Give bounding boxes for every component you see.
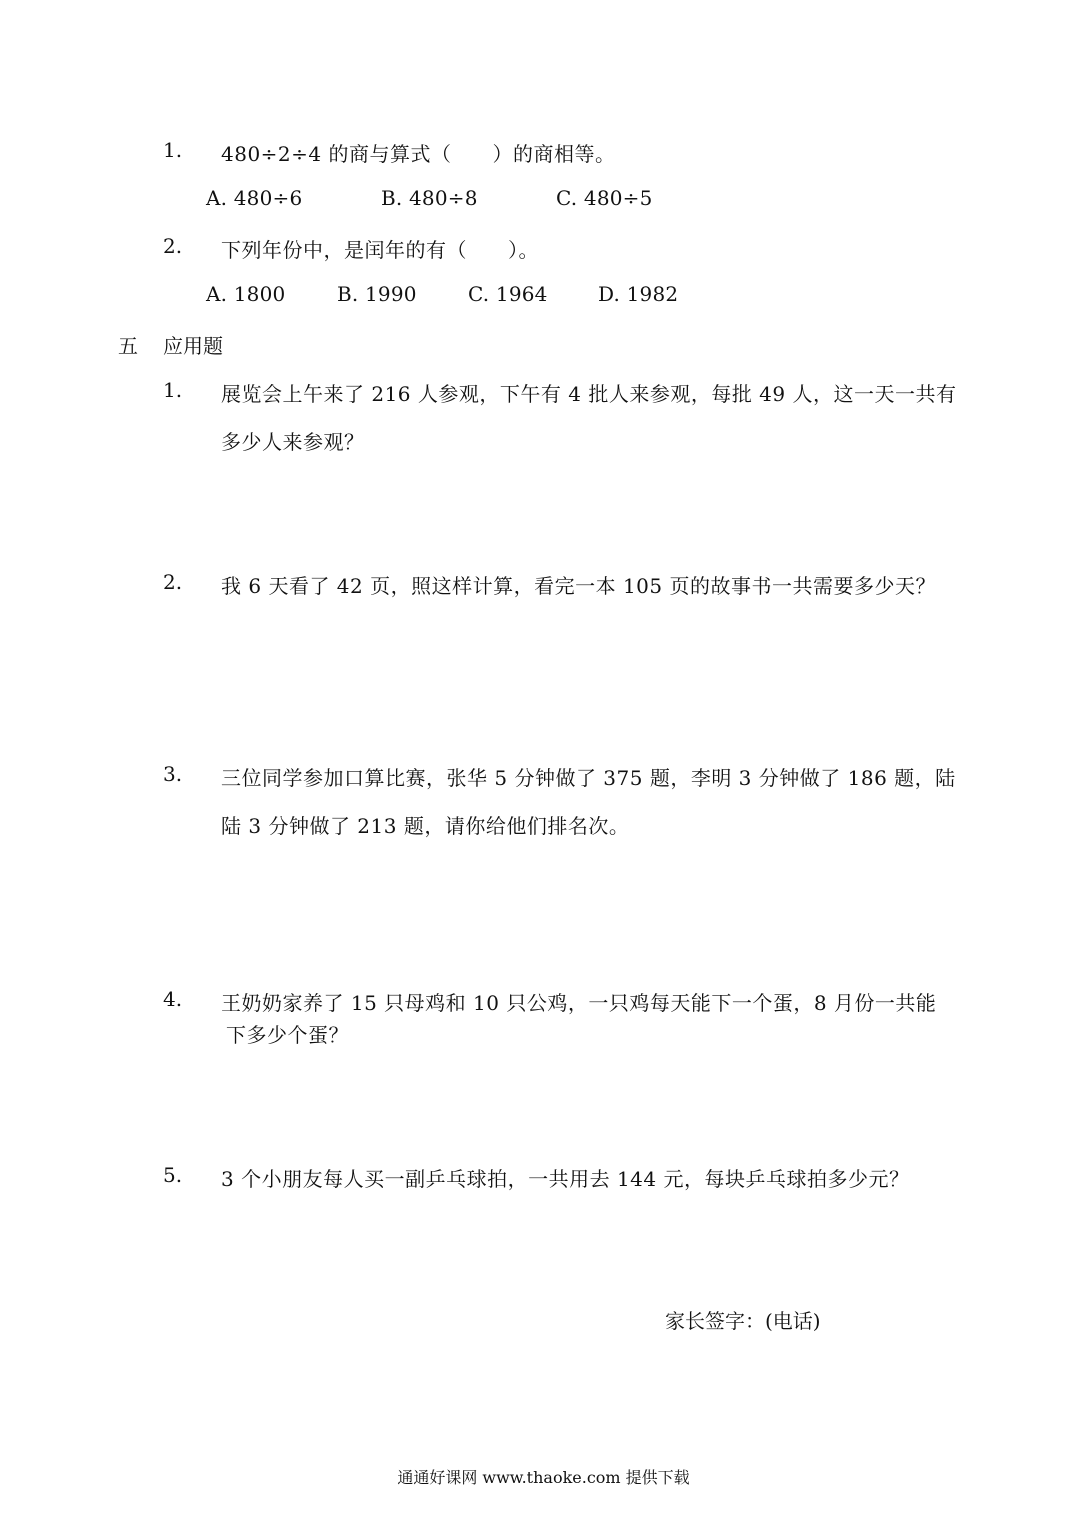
question-text-continued: 下多少个蛋？	[226, 1023, 349, 1047]
question-text: 我 6 天看了 42 页，照这样计算，看完一本 105 页的故事书一共需要多少天？	[221, 574, 936, 598]
option-a: A. 1800	[206, 282, 286, 306]
question-number: 4.	[163, 987, 183, 1011]
question-text: 展览会上午来了 216 人参观，下午有 4 批人来参观，每批 49 人，这一天一共有	[221, 382, 957, 406]
option-c: C. 1964	[468, 282, 548, 306]
option-b: B. 1990	[337, 282, 417, 306]
question-number: 5.	[163, 1163, 183, 1187]
question-number: 2.	[163, 570, 183, 594]
option-c: C. 480÷5	[556, 186, 653, 210]
question-text: 480÷2÷4 的商与算式（ ）的商相等。	[221, 142, 616, 166]
section-title: 应用题	[163, 334, 223, 358]
question-number: 1.	[163, 138, 183, 162]
option-b: B. 480÷8	[381, 186, 478, 210]
question-text-continued: 多少人来参观？	[221, 430, 365, 454]
question-text: 王奶奶家养了 15 只母鸡和 10 只公鸡，一只鸡每天能下一个蛋，8 月份一共能	[221, 991, 937, 1015]
option-d: D. 1982	[598, 282, 679, 306]
question-number: 1.	[163, 378, 183, 402]
option-a: A. 480÷6	[206, 186, 303, 210]
question-text: 3 个小朋友每人买一副乒乓球拍，一共用去 144 元，每块乒乓球拍多少元？	[221, 1167, 910, 1191]
footer-credit: 通通好课网 www.thaoke.com 提供下载	[397, 1468, 690, 1487]
question-number: 2.	[163, 234, 183, 258]
question-number: 3.	[163, 762, 183, 786]
section-number: 五	[118, 334, 138, 358]
question-text: 下列年份中，是闰年的有（ ）。	[221, 238, 539, 262]
parent-signature-label: 家长签字：(电话)	[665, 1309, 821, 1333]
question-text: 三位同学参加口算比赛，张华 5 分钟做了 375 题，李明 3 分钟做了 186 题，陆	[221, 766, 956, 790]
question-text-continued: 陆 3 分钟做了 213 题，请你给他们排名次。	[221, 814, 630, 838]
